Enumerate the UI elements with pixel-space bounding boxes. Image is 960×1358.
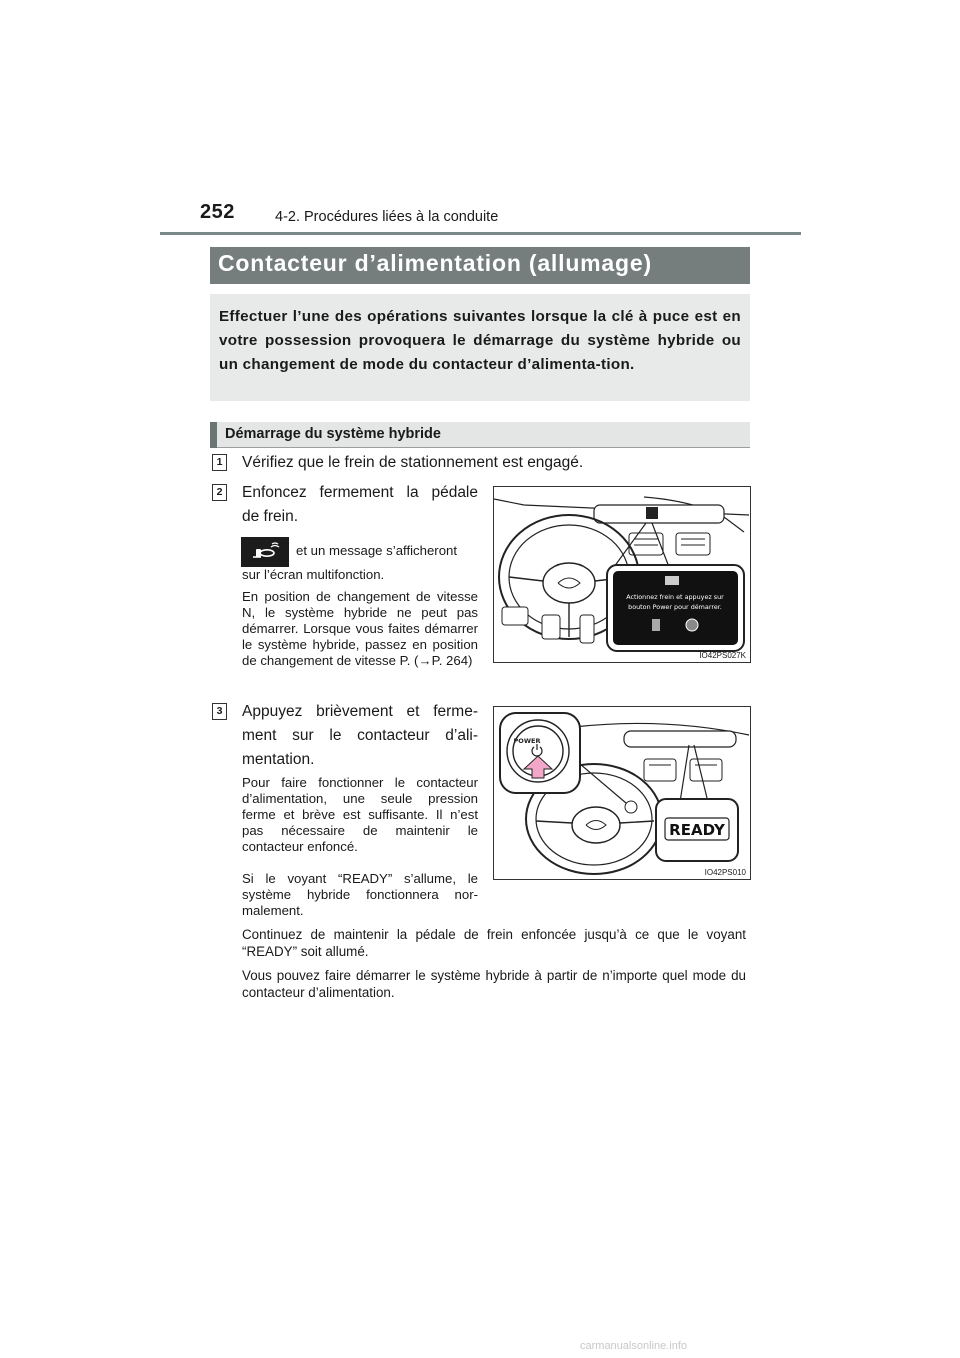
screen-message-line1: Actionnez frein et appuyez sur — [626, 593, 724, 601]
step-2-icon-caption: et un message s’afficheront — [296, 543, 458, 558]
step-2-icon-caption-2: sur l’écran multifonction. — [242, 567, 385, 582]
section-marker — [210, 422, 217, 448]
step-2-text-line1: Enfoncez fermement la pédale — [242, 484, 478, 501]
intro-text: Effectuer l’une des opérations suivantes lorsque la clé à puce est en votre possession provoquera le démarrage du système hybride ou un changement de mode du contacteur d’alimenta-tion. — [219, 308, 741, 373]
step-2-note: En position de changement de vitesse N, le système hybride ne peut pas démarrer. Lorsque vous faites démarrer le système hybride, passez en position de changement de vitesse P. (→P. 264) — [242, 589, 478, 668]
step-1-text: Vérifiez que le frein de stationnement est engagé. — [242, 454, 584, 471]
figure-2-code: IO42PS010 — [704, 868, 746, 877]
screen-message-line2: bouton Power pour démarrer. — [628, 603, 722, 611]
figure-power-button — [493, 706, 751, 880]
header-rule — [160, 232, 801, 235]
step-3-note-1: Pour faire fonctionner le contacteur d’alimentation, une seule pression ferme et brève est suffisante. Il n’est pas nécessaire de maintenir le contacteur enfoncé. — [242, 775, 478, 854]
step-3-note-2: Si le voyant “READY” s’allume, le système hybride fonctionnera nor-malement. — [242, 871, 478, 918]
step-3-badge: 3 — [212, 703, 227, 720]
step-3-text-line3: mentation. — [242, 751, 315, 768]
figure-1-code: IO42PS027K — [699, 651, 746, 660]
section-heading: Démarrage du système hybride — [225, 426, 441, 442]
step-2-text-line2: de frein. — [242, 508, 299, 525]
step-2-badge: 2 — [212, 484, 227, 501]
ready-indicator-label: READY — [669, 821, 725, 839]
closing-note-1: Continuez de maintenir la pédale de frein enfoncée jusqu’à ce que le voyant “READY” soit allumé. — [242, 927, 746, 959]
chapter-title: 4-2. Procédures liées à la conduite — [275, 209, 499, 225]
step-1-badge: 1 — [212, 454, 227, 471]
step-3-text-line1: Appuyez brièvement et ferme- — [242, 703, 478, 720]
page-title: Contacteur d’alimentation (allumage) — [218, 250, 652, 276]
brake-indicator-icon — [241, 537, 289, 567]
power-button-label: POWER — [513, 737, 541, 745]
step-3-text-line2: ment sur le contacteur d’ali- — [242, 727, 478, 744]
figure-brake-message — [493, 486, 751, 663]
watermark: carmanualsonline.info — [580, 1340, 688, 1352]
closing-note-2: Vous pouvez faire démarrer le système hybride à partir de n’importe quel mode du contacteur d’alimentation. — [242, 968, 746, 1000]
page-number: 252 — [200, 201, 235, 223]
